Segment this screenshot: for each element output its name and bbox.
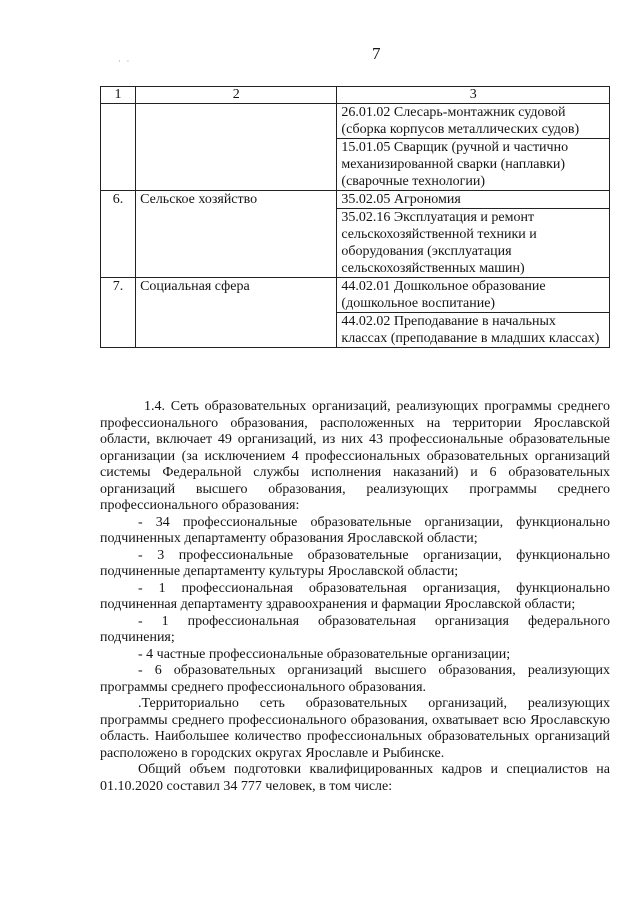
- paragraph-total-volume: Общий объем подготовки квалифицированных кадров и специалистов на 01.10.2020 составил 34 777 человек, в том числе:: [100, 762, 610, 794]
- header-col-3: 3: [337, 87, 610, 104]
- sector-cell: Социальная сфера: [136, 278, 337, 348]
- table-row: [101, 104, 610, 139]
- program-cell: 35.02.05 Агрономия: [337, 191, 610, 209]
- table-header-row: [101, 87, 610, 104]
- list-item: - 1 профессиональная образовательная организация, функционально подчиненная департаменту здравоохранения и фармации Ярославской области;: [100, 580, 610, 612]
- paragraph-territory: .Территориально сеть образовательных организаций, реализующих программы среднего профессионального образования, охватывает всю Ярославскую область. Наибольшее количество профессиональных образовательных организаций расположено в городских округах Ярославле и Рыбинске.: [100, 696, 610, 761]
- sector-cell: Сельское хозяйство: [136, 191, 337, 278]
- row-number: 7.: [101, 278, 136, 348]
- row-number: [101, 104, 136, 191]
- page-number: 7: [372, 44, 381, 63]
- scan-mark: · ·: [118, 57, 132, 66]
- program-cell: 35.02.16 Эксплуатация и ремонт сельскохозяйственной техники и оборудования (эксплуатация сельскохозяйственных машин): [337, 209, 610, 278]
- row-number: 6.: [101, 191, 136, 278]
- table-row: [101, 191, 610, 209]
- program-cell: 15.01.05 Сварщик (ручной и частично механизированной сварки (наплавки) (сварочные технологии): [337, 139, 610, 191]
- list-item: - 34 профессиональные образовательные организации, функционально подчиненных департаменту образования Ярославской области;: [100, 514, 610, 546]
- list-item: - 3 профессиональные образовательные организации, функционально подчиненные департаменту культуры Ярославской области;: [100, 547, 610, 579]
- body-text: [100, 399, 610, 795]
- list-item: - 1 профессиональная образовательная организация федерального подчинения;: [100, 613, 610, 645]
- sector-cell: [136, 104, 337, 191]
- list-item: - 6 образовательных организаций высшего образования, реализующих программы среднего профессионального образования.: [100, 663, 610, 695]
- table-row: [101, 278, 610, 313]
- header-col-2: 2: [136, 87, 337, 104]
- specialties-table: [100, 86, 610, 348]
- paragraph-network-intro: 1.4. Сеть образовательных организаций, реализующих программы среднего профессионального образования, расположенных на территории Ярославской области, включает 49 организаций, из них 43 профессиональные образовательные организации (за исключением 4 профессиональных образовательных организаций системы Федеральной службы исполнения наказаний) и 6 образовательных организаций высшего образования, реализующих программы среднего профессионального образования:: [100, 399, 610, 513]
- header-col-1: 1: [101, 87, 136, 104]
- program-cell: 44.02.01 Дошкольное образование (дошкольное воспитание): [337, 278, 610, 313]
- program-cell: 26.01.02 Слесарь-монтажник судовой (сборка корпусов металлических судов): [337, 104, 610, 139]
- program-cell: 44.02.02 Преподавание в начальных классах (преподавание в младших классах): [337, 313, 610, 348]
- list-item: - 4 частные профессиональные образовательные организации;: [138, 646, 511, 662]
